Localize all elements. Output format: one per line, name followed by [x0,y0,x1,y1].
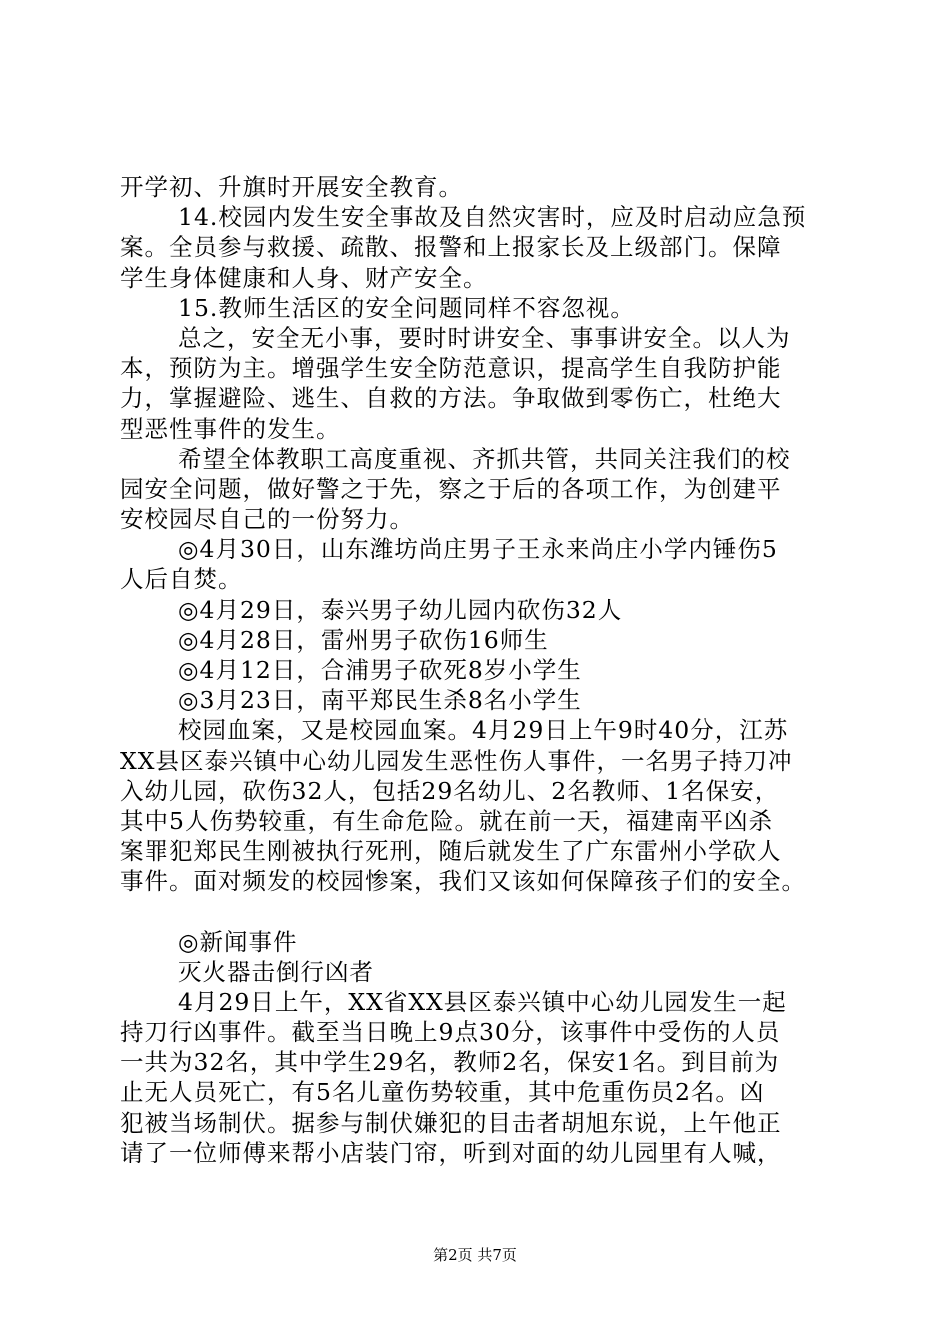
text-line: ◎4月12日，合浦男子砍死8岁小学生 [178,656,582,684]
text-line: 15.教师生活区的安全问题同样不容忽视。 [178,293,635,322]
text-line: 总之，安全无小事，要时时讲安全、事事讲安全。以人为 [178,323,791,352]
text-line: 案。全员参与救援、疏散、报警和上报家长及上级部门。保障 [120,233,782,262]
document-body [120,172,855,1168]
text-line: ◎新闻事件 [178,927,298,956]
text-line: 希望全体教职工高度重视、齐抓共管，共同关注我们的校 [178,444,791,473]
text-line: 入幼儿园，砍伤32人，包括29名幼儿、2名教师、1名保安， [120,776,780,805]
text-line: ◎3月23日，南平郑民生杀8名小学生 [178,686,582,715]
text-line: 14.校园内发生安全事故及自然灾害时，应及时启动应急预 [178,203,807,232]
text-line: 灭火器击倒行凶者 [178,957,374,986]
text-line: 学生身体健康和人身、财产安全。 [120,263,488,292]
text-line: ◎4月30日，山东潍坊尚庄男子王永来尚庄小学内锤伤5 [178,535,778,564]
text-line: 事件。面对频发的校园惨案，我们又该如何保障孩子们的安全。 [120,867,806,896]
text-line: 案罪犯郑民生刚被执行死刑，随后就发生了广东雷州小学砍人 [120,837,782,866]
text-line: ◎4月29日，泰兴男子幼儿园内砍伤32人 [178,595,623,624]
text-line: 园安全问题，做好警之于先，察之于后的各项工作，为创建平 [120,474,782,503]
text-line: 持刀行凶事件。截至当日晚上9点30分，该事件中受伤的人员 [120,1018,781,1047]
text-line: ◎4月28日，雷州男子砍伤16师生 [178,625,549,654]
text-line: 其中5人伤势较重，有生命危险。就在前一天，福建南平凶杀 [120,806,773,835]
text-line: 本，预防为主。增强学生安全防范意识，提高学生自我防护能 [120,354,782,383]
text-line: 型恶性事件的发生。 [120,414,341,443]
text-line: 校园血案，又是校园血案。4月29日上午9时40分，江苏 [178,716,789,745]
text-line: 安校园尽自己的一份努力。 [120,505,414,534]
text-line: 请了一位师傅来帮小店装门帘，听到对面的幼儿园里有人喊， [120,1138,782,1167]
text-line: 止无人员死亡，有5名儿童伤势较重，其中危重伤员2名。凶 [120,1078,765,1107]
blank-line [120,897,855,927]
text-line: 开学初、升旗时开展安全教育。 [120,173,463,201]
text-line: 人后自焚。 [120,565,243,594]
text-line: XX县区泰兴镇中心幼儿园发生恶性伤人事件，一名男子持刀冲 [120,746,793,775]
text-line: 一共为32名，其中学生29名，教师2名，保安1名。到目前为 [120,1048,780,1077]
page-footer: 第2页 共7页 [433,1246,517,1264]
text-line: 力，掌握避险、逃生、自救的方法。争取做到零伤亡，杜绝大 [120,384,782,413]
text-line: 4月29日上午，XX省XX县区泰兴镇中心幼儿园发生一起 [178,987,787,1016]
text-line: 犯被当场制伏。据参与制伏嫌犯的目击者胡旭东说，上午他正 [120,1108,782,1137]
